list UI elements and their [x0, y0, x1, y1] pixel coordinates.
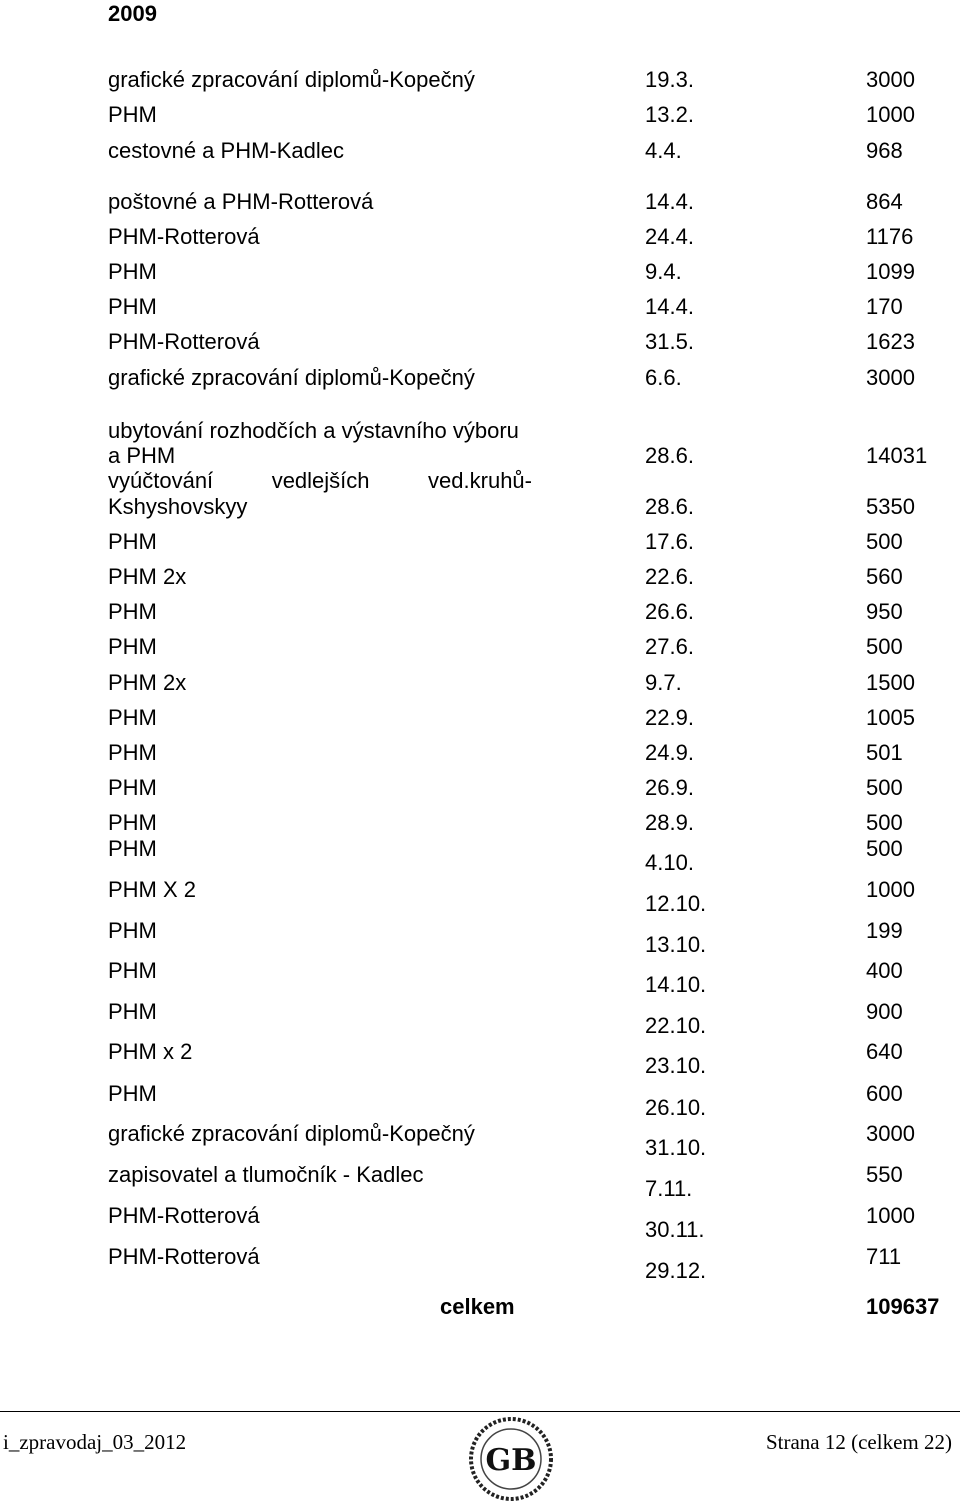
row-description: PHM: [108, 958, 157, 983]
row-description: PHM 2x: [108, 670, 187, 695]
row-amount: 199: [866, 918, 903, 943]
row-description: PHM: [108, 294, 157, 319]
row-date: 14.10.: [645, 972, 707, 997]
row-date: 6.6.: [645, 365, 682, 390]
row-date: 28.6.: [645, 494, 694, 519]
row-date: 13.10.: [645, 932, 707, 957]
row-date: 14.4.: [645, 294, 694, 319]
row-date: 28.6.: [645, 443, 694, 468]
row-date: 13.2.: [645, 102, 694, 127]
row-description: PHM-Rotterová: [108, 329, 260, 354]
row-amount: 560: [866, 564, 903, 589]
row-amount: 3000: [866, 365, 915, 390]
row-date: 7.11.: [645, 1176, 693, 1201]
row-date: 17.6.: [645, 529, 694, 554]
row-amount: 550: [866, 1162, 903, 1187]
row-description: PHM-Rotterová: [108, 1244, 260, 1269]
row-description: PHM: [108, 259, 157, 284]
row-date: 4.4.: [645, 138, 682, 163]
row-date: 22.9.: [645, 705, 694, 730]
row-date: 12.10.: [645, 891, 707, 916]
row-amount: 900: [866, 999, 903, 1024]
row-date: 31.10.: [645, 1135, 707, 1160]
row-description: Kshyshovskyy: [108, 494, 248, 519]
svg-text:GB: GB: [485, 1443, 537, 1478]
row-amount: 1005: [866, 705, 915, 730]
row-description: PHM: [108, 634, 157, 659]
row-amount: 500: [866, 836, 903, 861]
row-date: 22.10.: [645, 1013, 707, 1038]
row-description: PHM: [108, 599, 157, 624]
row-amount: 1623: [866, 329, 915, 354]
row-amount: 1176: [866, 224, 914, 249]
row-amount: 1099: [866, 259, 915, 284]
row-date: 4.10.: [645, 850, 694, 875]
row-date: 14.4.: [645, 189, 694, 214]
total-label: celkem: [440, 1294, 515, 1319]
club-seal-logo: [462, 1415, 560, 1503]
row-description: grafické zpracování diplomů-Kopečný: [108, 1121, 475, 1146]
row-date: 30.11.: [645, 1217, 705, 1242]
row-amount: 1500: [866, 670, 915, 695]
row-date: 27.6.: [645, 634, 694, 659]
row-description: PHM: [108, 740, 157, 765]
row-date: 26.6.: [645, 599, 694, 624]
row-amount: 5350: [866, 494, 915, 519]
row-date: 19.3.: [645, 67, 694, 92]
row-amount: 400: [866, 958, 903, 983]
row-description: PHM: [108, 705, 157, 730]
row-amount: 3000: [866, 1121, 915, 1146]
total-value: 109637: [866, 1294, 940, 1319]
row-amount: 950: [866, 599, 903, 624]
row-description: PHM: [108, 1081, 157, 1106]
row-description: grafické zpracování diplomů-Kopečný: [108, 365, 475, 390]
row-description: cestovné a PHM-Kadlec: [108, 138, 344, 163]
row-description: zapisovatel a tlumočník - Kadlec: [108, 1162, 424, 1187]
row-amount: 711: [866, 1244, 902, 1269]
footer-page-number: Strana 12 (celkem 22): [765, 1430, 952, 1454]
row-amount: 640: [866, 1039, 903, 1064]
row-description: grafické zpracování diplomů-Kopečný: [108, 67, 475, 92]
footer-document-name: i_zpravodaj_03_2012: [3, 1430, 187, 1454]
row-amount: 1000: [866, 102, 915, 127]
row-description: PHM: [108, 810, 157, 835]
row-amount: 170: [866, 294, 903, 319]
row-description: PHM: [108, 102, 157, 127]
row-description: PHM: [108, 775, 157, 800]
row-description: ubytování rozhodčích a výstavního výboru: [108, 418, 519, 443]
row-description: vyúčtování vedlejších ved.kruhů-: [108, 468, 532, 493]
row-description: poštovné a PHM-Rotterová: [108, 189, 374, 214]
row-description: PHM: [108, 999, 157, 1024]
row-date: 26.9.: [645, 775, 694, 800]
row-description: PHM: [108, 529, 157, 554]
row-description: PHM x 2: [108, 1039, 193, 1064]
row-amount: 500: [866, 810, 903, 835]
row-amount: 3000: [866, 67, 915, 92]
row-description: PHM: [108, 836, 157, 861]
row-date: 24.4.: [645, 224, 694, 249]
row-date: 28.9.: [645, 810, 694, 835]
row-amount: 501: [866, 740, 903, 765]
row-amount: 500: [866, 529, 903, 554]
section-year: 2009: [108, 1, 157, 26]
row-date: 29.12.: [645, 1258, 707, 1283]
row-date: 22.6.: [645, 564, 694, 589]
row-amount: 600: [866, 1081, 903, 1106]
row-amount: 968: [866, 138, 903, 163]
row-date: 26.10.: [645, 1095, 707, 1120]
row-date: 24.9.: [645, 740, 694, 765]
row-amount: 14031: [866, 443, 928, 468]
row-description: PHM X 2: [108, 877, 197, 902]
row-amount: 1000: [866, 1203, 915, 1228]
row-description: PHM 2x: [108, 564, 187, 589]
row-description: a PHM: [108, 443, 176, 468]
row-date: 31.5.: [645, 329, 694, 354]
row-description: PHM-Rotterová: [108, 224, 260, 249]
row-date: 23.10.: [645, 1053, 707, 1078]
row-amount: 1000: [866, 877, 915, 902]
row-date: 9.7.: [645, 670, 682, 695]
row-date: 9.4.: [645, 259, 682, 284]
row-description: PHM: [108, 918, 157, 943]
row-amount: 500: [866, 634, 903, 659]
footer-divider: [0, 1411, 960, 1412]
row-description: PHM-Rotterová: [108, 1203, 260, 1228]
row-amount: 864: [866, 189, 903, 214]
row-amount: 500: [866, 775, 903, 800]
